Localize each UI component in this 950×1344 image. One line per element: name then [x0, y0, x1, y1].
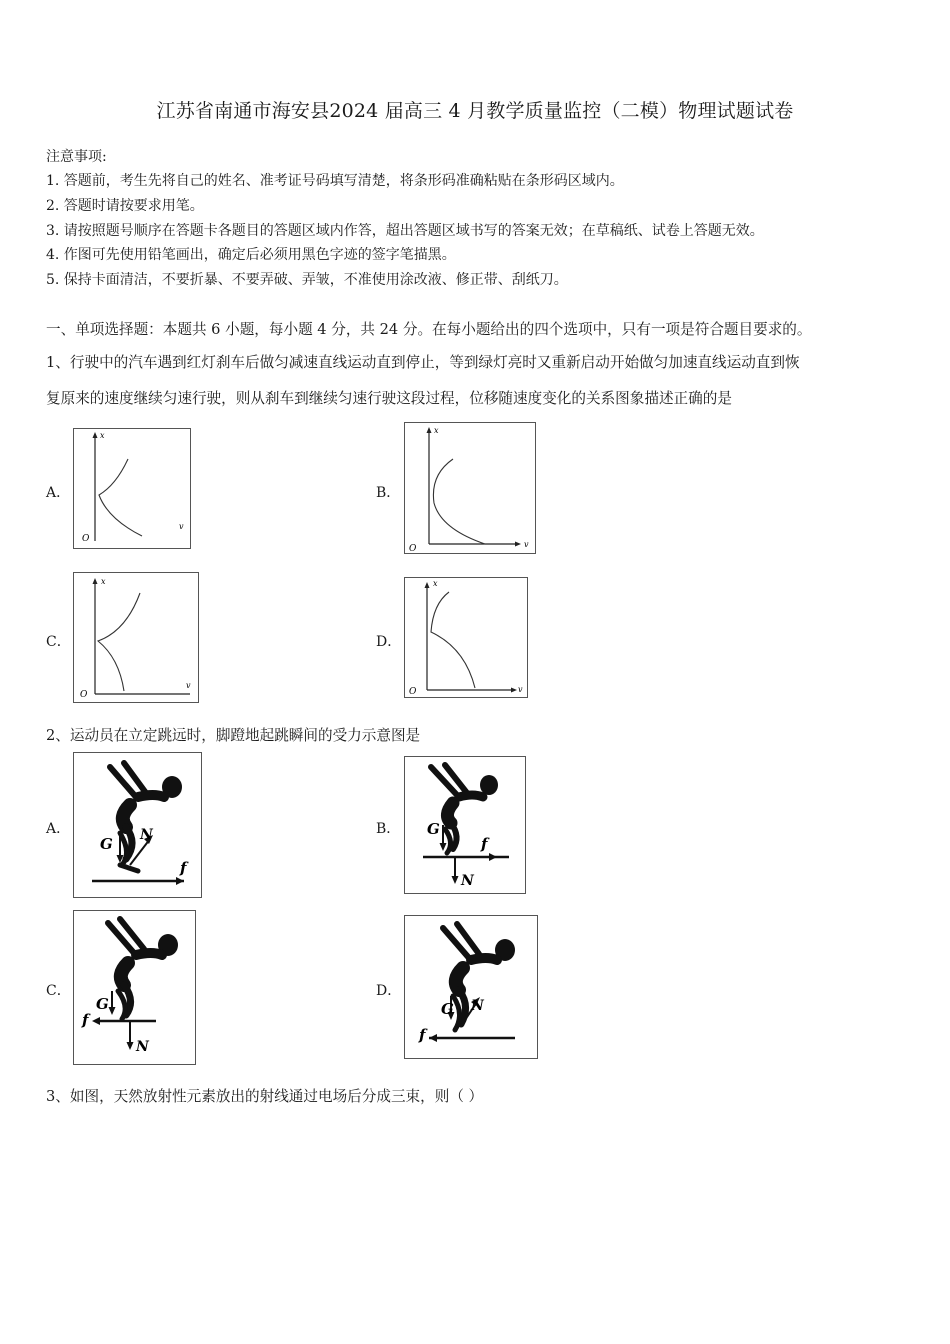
friction-label: f	[419, 1026, 426, 1044]
athlete-figure	[108, 919, 178, 1019]
x-axis-arrow-icon	[511, 688, 517, 693]
normal-force-label: N	[140, 827, 153, 843]
q2-option-d-figure[interactable]	[404, 915, 538, 1059]
question-1-line-1: 1、行驶中的汽车遇到红灯刹车后做匀减速直线运动直到停止，等到绿灯亮时又重新启动开始做匀加速直线运动直到恢	[46, 354, 800, 371]
gravity-label: G	[441, 1000, 454, 1018]
notice-item-4: 4. 作图可先使用铅笔画出，确定后必须用黑色字迹的签字笔描黑。	[46, 247, 456, 263]
q1-option-d-graph[interactable]	[404, 577, 528, 698]
section-heading: 一、单项选择题：本题共 6 小题，每小题 4 分，共 24 分。在每小题给出的四个选项中，只有一项是符合题目要求的。	[46, 321, 812, 338]
q1-option-a-graph[interactable]	[73, 428, 191, 549]
friction-arrow-head-icon	[429, 1034, 437, 1042]
origin-label: O	[409, 687, 417, 697]
origin-label: O	[409, 544, 417, 553]
gravity-label: G	[96, 995, 109, 1013]
page-title: 江苏省南通市海安县2024 届高三 4 月教学质量监控（二模）物理试题试卷	[156, 100, 794, 122]
question-1-line-2: 复原来的速度继续匀速行驶，则从刹车到继续匀速行驶这段过程，位移随速度变化的关系图象描述正确的是	[46, 390, 732, 407]
q2-option-a-label: A．	[46, 821, 71, 837]
gravity-label: G	[427, 820, 440, 838]
curve	[99, 459, 142, 536]
friction-arrow-head-icon	[489, 853, 497, 861]
y-axis-arrow-icon	[427, 427, 432, 433]
q2-option-d-label: D．	[376, 983, 402, 999]
q2-option-c-figure[interactable]	[73, 910, 196, 1065]
curve	[431, 592, 475, 688]
x-axis-label: v	[179, 522, 184, 531]
athlete-figure	[431, 765, 498, 853]
notice-item-3: 3. 请按照题号顺序在答题卡各题目的答题区域内作答，超出答题区域书写的答案无效；在草稿纸、试卷上答题无效。	[46, 223, 764, 239]
notice-item-1: 1. 答题前，考生先将自己的姓名、准考证号码填写清楚，将条形码准确粘贴在条形码区域内。	[46, 173, 624, 189]
notice-item-5: 5. 保持卡面清洁，不要折暴、不要弄破、弄皱，不准使用涂改液、修正带、刮纸刀。	[46, 272, 568, 288]
normal-force-label: N	[136, 1039, 149, 1055]
friction-label: f	[82, 1011, 89, 1029]
x-axis-label: v	[524, 540, 529, 549]
q1-option-a-label: A．	[46, 485, 71, 501]
normal-force-label: N	[471, 998, 484, 1014]
y-axis-label: x	[433, 579, 438, 588]
gravity-arrow-head-icon	[109, 1007, 116, 1015]
friction-arrow-head-icon	[176, 877, 184, 885]
y-axis-arrow-icon	[93, 578, 98, 584]
q1-option-c-label: C．	[46, 634, 71, 650]
origin-label: O	[82, 534, 90, 544]
friction-label: f	[481, 835, 488, 853]
curve	[98, 593, 140, 691]
q2-option-b-label: B．	[376, 821, 401, 837]
q1-option-b-graph[interactable]	[404, 422, 536, 554]
x-axis-arrow-icon	[515, 542, 521, 547]
notice-heading: 注意事项:	[46, 149, 107, 165]
normal-force-arrow-head-icon	[127, 1042, 134, 1050]
y-axis-arrow-icon	[93, 432, 98, 438]
origin-label: O	[80, 690, 88, 700]
x-axis-label: v	[518, 685, 523, 694]
question-2-text: 2、运动员在立定跳远时，脚蹬地起跳瞬间的受力示意图是	[46, 727, 421, 744]
y-axis-arrow-icon	[425, 582, 430, 588]
q1-option-b-label: B．	[376, 485, 401, 501]
y-axis-label: x	[101, 577, 106, 586]
q1-option-c-graph[interactable]	[73, 572, 199, 703]
friction-arrow-head-icon	[92, 1017, 100, 1025]
curve	[433, 459, 485, 544]
q2-option-a-figure[interactable]	[73, 752, 202, 898]
normal-force-label: N	[461, 873, 474, 889]
normal-force-arrow-head-icon	[452, 876, 459, 884]
gravity-label: G	[100, 835, 113, 853]
y-axis-label: x	[100, 431, 105, 440]
x-axis-label: v	[186, 681, 191, 690]
q1-option-d-label: D．	[376, 634, 402, 650]
y-axis-label: x	[434, 426, 439, 435]
question-3-text: 3、如图，天然放射性元素放出的射线通过电场后分成三束，则（ ）	[46, 1088, 484, 1105]
q2-option-b-figure[interactable]	[404, 756, 526, 894]
gravity-arrow-head-icon	[440, 843, 447, 851]
notice-item-2: 2. 答题时请按要求用笔。	[46, 198, 204, 214]
q2-option-c-label: C．	[46, 983, 71, 999]
friction-label: f	[180, 859, 187, 877]
